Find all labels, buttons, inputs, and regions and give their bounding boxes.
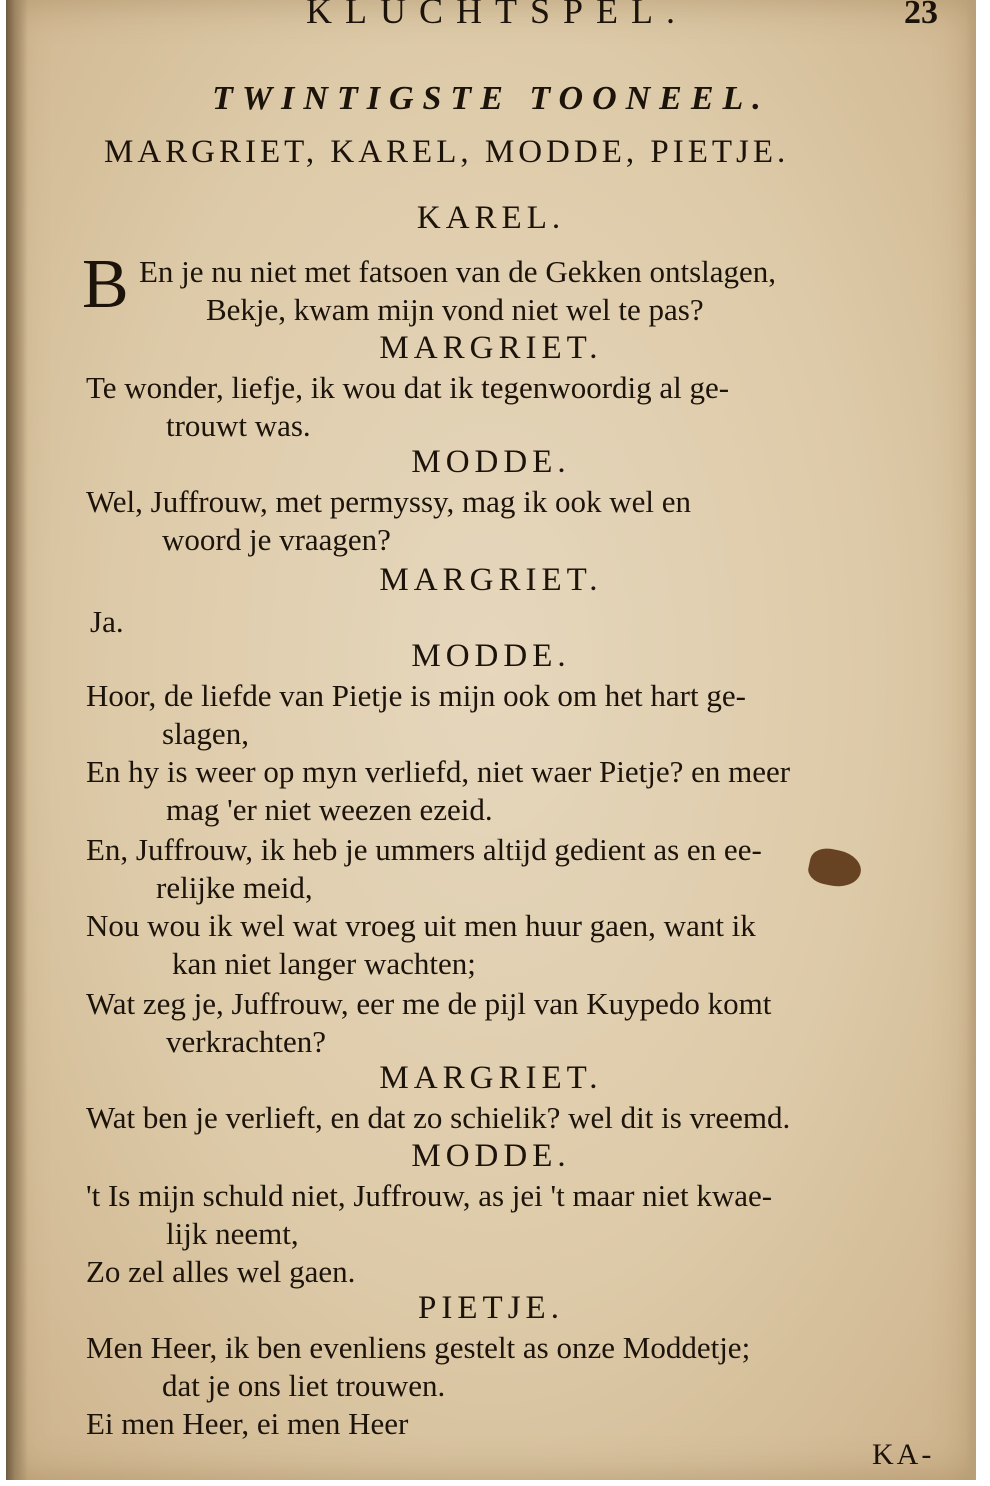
book-page — [6, 0, 976, 1480]
dialogue-line: trouwt was. — [166, 408, 311, 443]
dialogue-line: 't Is mijn schuld niet, Juffrouw, as jei 't maar niet kwae- — [86, 1178, 773, 1213]
dialogue-line: mag 'er niet weezen ezeid. — [166, 792, 493, 827]
dialogue-line: Te wonder, liefje, ik wou dat ik tegenwoordig al ge- — [86, 370, 730, 405]
dialogue-line: slagen, — [162, 716, 249, 751]
drop-cap: B — [82, 246, 129, 323]
speaker-margriet: MARGRIET. — [379, 562, 603, 598]
dialogue-line: Men Heer, ik ben evenliens gestelt as onze Moddetje; — [86, 1330, 751, 1365]
dialogue-line: Wel, Juffrouw, met permyssy, mag ik ook wel en — [86, 484, 692, 519]
dialogue-line: Wat ben je verlieft, en dat zo schielik? wel dit is vreemd. — [86, 1100, 791, 1135]
dialogue-line: Zo zel alles wel gaen. — [86, 1254, 356, 1289]
dialogue-line: woord je vraagen? — [162, 522, 391, 557]
dialogue-line: Nou wou ik wel wat vroeg uit men huur gaen, want ik — [86, 908, 756, 943]
running-head: KLUCHTSPEL. — [306, 0, 689, 31]
dialogue-line: relijke meid, — [156, 870, 313, 905]
speaker-karel: KAREL. — [416, 200, 566, 236]
dialogue-line: Ei men Heer, ei men Heer — [86, 1406, 409, 1441]
ink-stain — [806, 845, 864, 891]
dialogue-line: Ja. — [90, 604, 124, 639]
dialogue-line: En, Juffrouw, ik heb je ummers altijd gedient as en ee- — [86, 832, 762, 867]
catchword: KA- — [872, 1438, 935, 1471]
dialogue-line: kan niet langer wachten; — [172, 946, 476, 981]
dialogue-line: En je nu niet met fatsoen van de Gekken ontslagen, — [139, 254, 777, 289]
page-number: 23 — [904, 0, 938, 31]
dialogue-line: Hoor, de liefde van Pietje is mijn ook om het hart ge- — [86, 678, 746, 713]
speaker-modde: MODDE. — [411, 1138, 571, 1174]
dialogue-line: lijk neemt, — [166, 1216, 299, 1251]
speaker-margriet: MARGRIET. — [379, 1060, 603, 1096]
dialogue-line: dat je ons liet trouwen. — [162, 1368, 446, 1403]
cast-list: MARGRIET, KAREL, MODDE, PIETJE. — [104, 134, 790, 170]
dialogue-line: En hy is weer op myn verliefd, niet waer Pietje? en meer — [86, 754, 791, 789]
dialogue-line: verkrachten? — [166, 1024, 327, 1059]
speaker-pietje: PIETJE. — [418, 1290, 564, 1326]
dialogue-line: Bekje, kwam mijn vond niet wel te pas? — [206, 292, 704, 327]
dialogue-line: Wat zeg je, Juffrouw, eer me de pijl van Kuypedo komt — [86, 986, 772, 1021]
speaker-modde: MODDE. — [411, 444, 571, 480]
scene-title: TWINTIGSTE TOONEEL. — [212, 80, 770, 117]
speaker-modde: MODDE. — [411, 638, 571, 674]
speaker-margriet: MARGRIET. — [379, 330, 603, 366]
